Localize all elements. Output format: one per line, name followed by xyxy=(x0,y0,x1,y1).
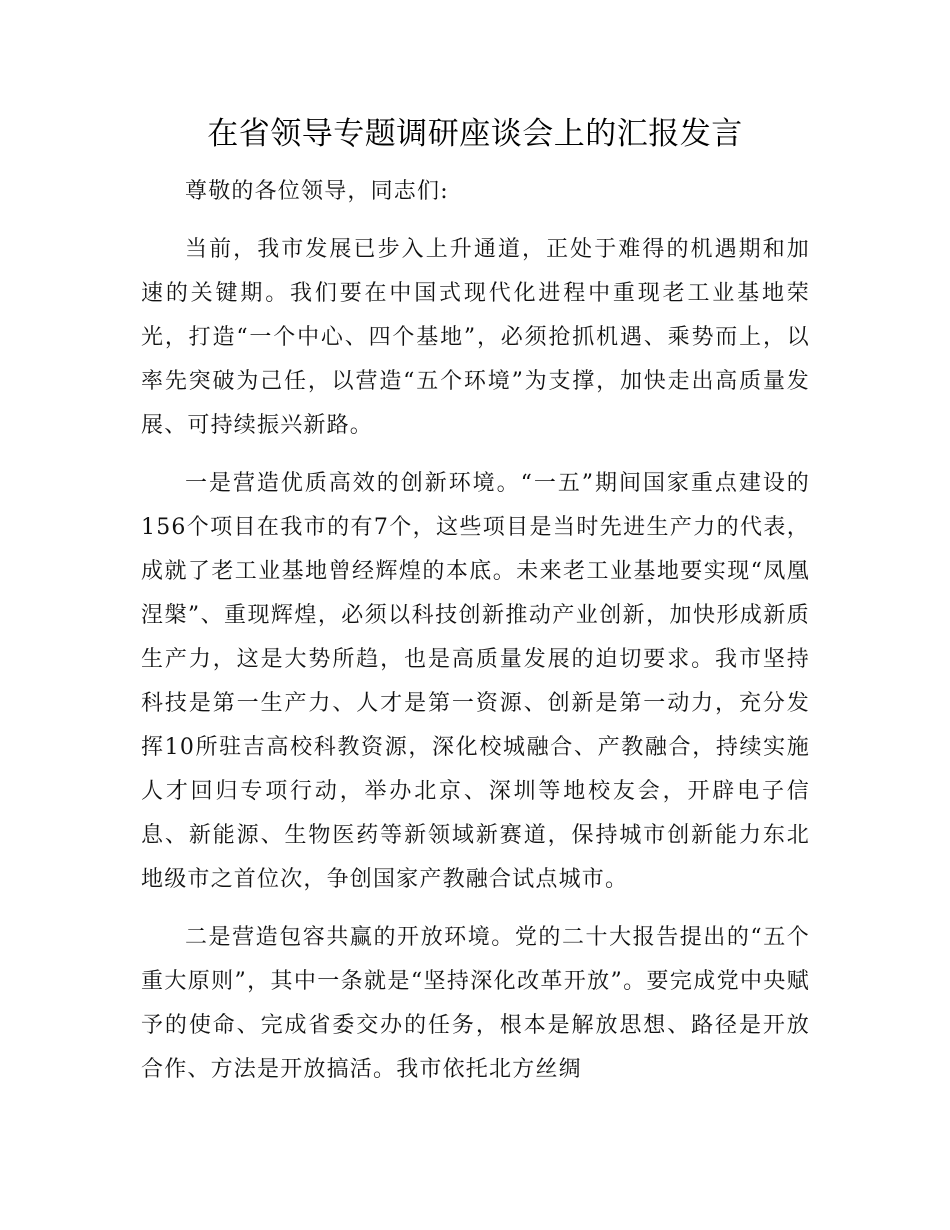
greeting: 尊敬的各位领导，同志们: xyxy=(185,179,449,204)
document-body xyxy=(141,170,810,1106)
document-title: 在省领导专题调研座谈会上的汇报发言 xyxy=(207,116,743,152)
paragraph-open-environment: 二是营造包容共赢的开放环境。党的二十大报告提出的“五个重大原则”，其中一条就是“坚持深化改革开放”。要完成党中央赋予的使命、完成省委交办的任务，根本是解放思想、路径是开放合作、方法是开放搞活。我市依托北方丝绸 xyxy=(141,925,810,1082)
paragraph-innovation-environment: 一是营造优质高效的创新环境。“一五”期间国家重点建设的156个项目在我市的有7个，这些项目是当时先进生产力的代表，成就了老工业基地曾经辉煌的本底。未来老工业基地要实现“凤凰涅槃”、重现辉煌，必须以科技创新推动产业创新，加快形成新质生产力，这是大势所趋，也是高质量发展的迫切要求。我市坚持科技是第一生产力、人才是第一资源、创新是第一动力，充分发挥10所驻吉高校科教资源，深化校城融合、产教融合，持续实施人才回归专项行动，举办北京、深圳等地校友会，开辟电子信息、新能源、生物医药等新领域新赛道，保持城市创新能力东北地级市之首位次，争创国家产教融合试点城市。 xyxy=(141,471,810,892)
paragraph-intro: 当前，我市发展已步入上升通道，正处于难得的机遇期和加速的关键期。我们要在中国式现代化进程中重现老工业基地荣光，打造“一个中心、四个基地”，必须抢抓机遇、乘势而上，以率先突破为己任，以营造“五个环境”为支撑，加快走出高质量发展、可持续振兴新路。 xyxy=(141,237,810,438)
